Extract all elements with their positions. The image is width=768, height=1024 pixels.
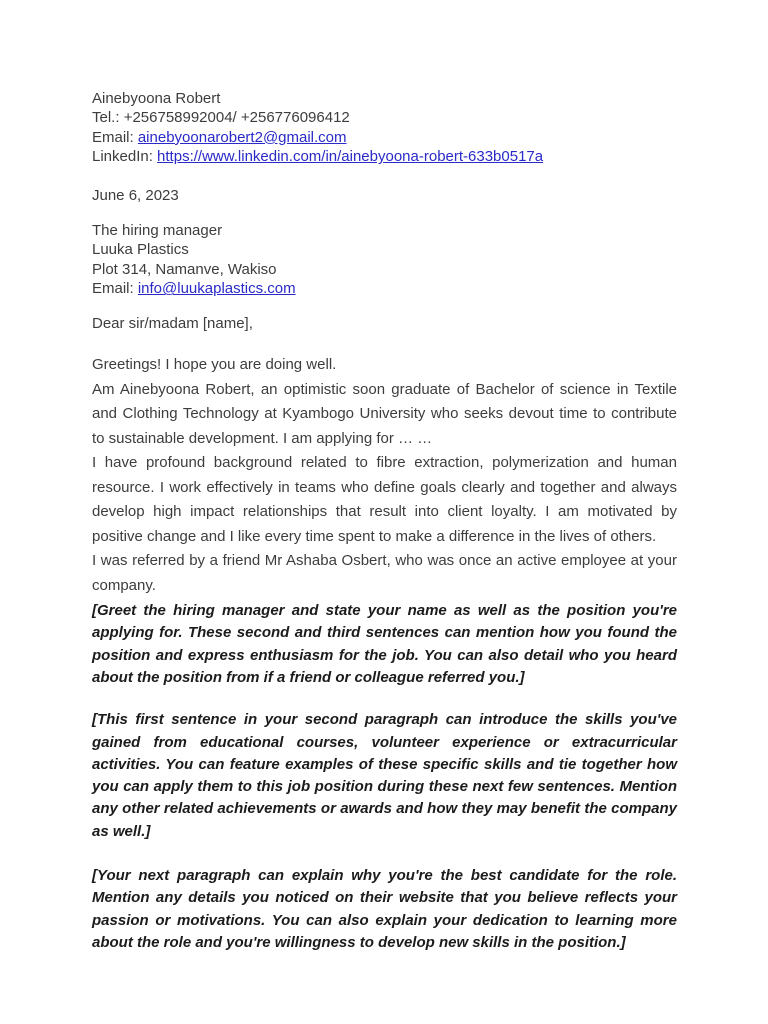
sender-email-line bbox=[92, 128, 677, 147]
background-paragraph: I have profound background related to fibre extraction, polymerization and human resource. I work effectively in teams who define goals clearly and together and always develop high impact relationships that result into client loyalty. I am motivated by positive change and I like every time spent to make a difference in the lives of others. bbox=[92, 454, 677, 545]
sender-email-link[interactable]: ainebyoonarobert2@gmail.com bbox=[137, 128, 347, 146]
salutation: Dear sir/madam [name], bbox=[92, 314, 253, 332]
letter-date: June 6, 2023 bbox=[92, 186, 179, 204]
recipient-company: Luuka Plastics bbox=[92, 241, 189, 259]
recipient-email-label: Email: bbox=[92, 280, 138, 298]
template-note-greeting: [Greet the hiring manager and state your name as well as the position you're applying for. These second and third sentences can mention how you found the position and express enthusiasm for the job. You can also detail who you heard about the position from if a friend or colleague referred you.] bbox=[92, 602, 677, 686]
email-label: Email: bbox=[92, 128, 138, 146]
linkedin-label: LinkedIn: bbox=[92, 148, 158, 166]
greeting-line: Greetings! I hope you are doing well. bbox=[92, 356, 337, 374]
template-note-skills: [This first sentence in your second paragraph can introduce the skills you've gained from educational courses, volunteer experience or extracurricular activities. You can feature examples of these specific skills and tie together how you can apply them to this job position during these next few sentences. Mention any other related achievements or awards and how they may benefit the company as well.] bbox=[92, 711, 677, 840]
tel-value: +256758992004/ +256776096412 bbox=[123, 109, 350, 127]
intro-paragraph: Am Ainebyoona Robert, an optimistic soon graduate of Bachelor of science in Textile and Clothing Technology at Kyambogo University who seeks devout time to contribute to sustainable development. I am applying for … … bbox=[92, 380, 677, 447]
sender-name: Ainebyoona Robert bbox=[92, 90, 221, 107]
recipient-email-link[interactable]: info@luukaplastics.com bbox=[137, 280, 296, 298]
sender-contact-block bbox=[92, 89, 677, 167]
recipient-block bbox=[92, 221, 677, 299]
tel-label: Tel.: bbox=[92, 109, 124, 127]
referral-paragraph: I was referred by a friend Mr Ashaba Osbert, who was once an active employee at your company. bbox=[92, 552, 677, 594]
sender-linkedin-link[interactable]: https://www.linkedin.com/in/ainebyoona-robert-633b0517a bbox=[157, 148, 544, 166]
sender-tel-line bbox=[92, 108, 677, 127]
letter-body bbox=[92, 353, 677, 598]
recipient-email-line bbox=[92, 279, 677, 298]
recipient-address: Plot 314, Namanve, Wakiso bbox=[92, 260, 277, 278]
sender-linkedin-line bbox=[92, 147, 677, 166]
cover-letter bbox=[92, 89, 677, 954]
recipient-title: The hiring manager bbox=[92, 222, 223, 240]
template-note-candidate: [Your next paragraph can explain why you're the best candidate for the role. Mention any details you noticed on their website that you believe reflects your passion or motivations. You can also explain your dedication to learning more about the role and you're willingness to develop new skills in the position.] bbox=[92, 867, 677, 951]
